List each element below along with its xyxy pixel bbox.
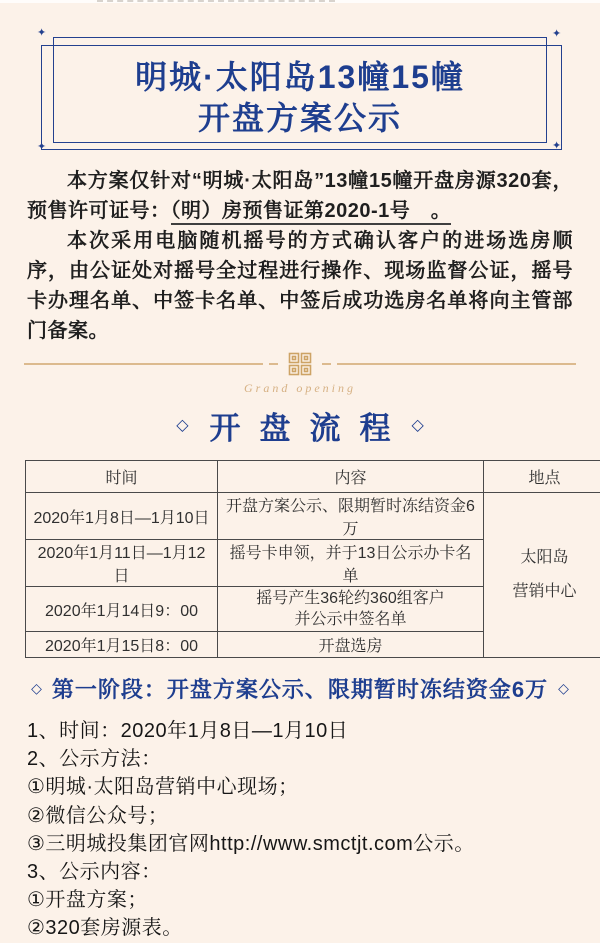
section-heading-stage-one	[0, 673, 600, 703]
table-header-time: 时间	[26, 461, 218, 493]
process-table	[25, 460, 600, 658]
divider-dash-right	[322, 363, 331, 365]
cell-content: 开盘选房	[218, 632, 484, 658]
page-title	[0, 57, 600, 139]
license-number-underlined: （明）房预售证第2020-1号 。	[171, 200, 452, 225]
list-item: ③三明城投集团官网http://www.smctjt.com公示。	[27, 830, 600, 858]
corner-flower-icon: ✦	[552, 29, 561, 40]
divider-dash-left	[269, 363, 278, 365]
list-item: ②320套房源表。	[27, 914, 600, 942]
list-item: 2、公示方法：	[27, 745, 600, 773]
corner-flower-icon: ✦	[37, 142, 46, 153]
lattice-ornament-icon	[288, 352, 312, 376]
section-heading-opening-process	[0, 404, 600, 446]
location-line1: 太阳岛	[488, 547, 600, 569]
divider-line-right	[337, 363, 576, 365]
cell-location-merged	[484, 493, 600, 658]
section-heading-text: 第一阶段：开盘方案公示、限期暂时冻结资金6万	[52, 673, 548, 704]
location-gap	[488, 569, 600, 581]
cell-content	[218, 587, 484, 632]
cell-time: 2020年1月14日9：00	[26, 587, 218, 632]
title-box	[0, 0, 600, 150]
paragraph-text: 本方案仅针对“明城·太阳岛”13幢15幢开盘房源320套，预售许可证号：	[27, 170, 573, 222]
location-line2: 营销中心	[488, 581, 600, 603]
content-line2: 并公示中签名单	[222, 609, 479, 630]
table-header-location: 地点	[484, 461, 600, 493]
diamond-icon: ◇	[176, 415, 188, 435]
grand-opening-caption: Grand opening	[0, 381, 600, 396]
page-title-line1: 明城·太阳岛13幢15幢	[0, 57, 600, 98]
cell-time: 2020年1月8日—1月10日	[26, 493, 218, 540]
corner-flower-icon: ✦	[37, 28, 46, 39]
list-item: 1、时间：2020年1月8日—1月10日	[27, 717, 600, 745]
table-header-row	[26, 461, 600, 493]
diamond-icon: ◇	[31, 680, 42, 697]
table-row	[26, 493, 600, 540]
announcement-list	[27, 717, 600, 943]
cell-content: 开盘方案公示、限期暂时冻结资金6万	[218, 493, 484, 540]
diamond-icon: ◇	[412, 415, 424, 435]
section-heading-text: 开盘流程	[191, 403, 410, 448]
cell-content: 摇号卡申领，并于13日公示办卡名单	[218, 540, 484, 587]
intro-paragraph-2: 本次采用电脑随机摇号的方式确认客户的进场选房顺序，由公证处对摇号全过程进行操作、现场监督公证，摇号卡办理名单、中签卡名单、中签后成功选房名单将向主管部门备案。	[27, 226, 573, 346]
divider-line-row	[0, 350, 600, 378]
content-line1: 摇号产生36轮约360组客户	[222, 588, 479, 609]
list-item: ②微信公众号；	[27, 802, 600, 830]
diamond-icon: ◇	[558, 680, 569, 697]
intro-paragraph-1	[27, 166, 573, 226]
list-item: 3、公示内容：	[27, 858, 600, 886]
cell-time: 2020年1月11日—1月12日	[26, 540, 218, 587]
list-item: ①明城·太阳岛营销中心现场；	[27, 773, 600, 801]
page-title-line2: 开盘方案公示	[0, 98, 600, 139]
cell-time: 2020年1月15日8：00	[26, 632, 218, 658]
table-header-content: 内容	[218, 461, 484, 493]
corner-flower-icon: ✦	[552, 141, 561, 152]
gold-divider	[0, 350, 600, 396]
divider-line-left	[24, 363, 263, 365]
list-item: ①开盘方案；	[27, 886, 600, 914]
